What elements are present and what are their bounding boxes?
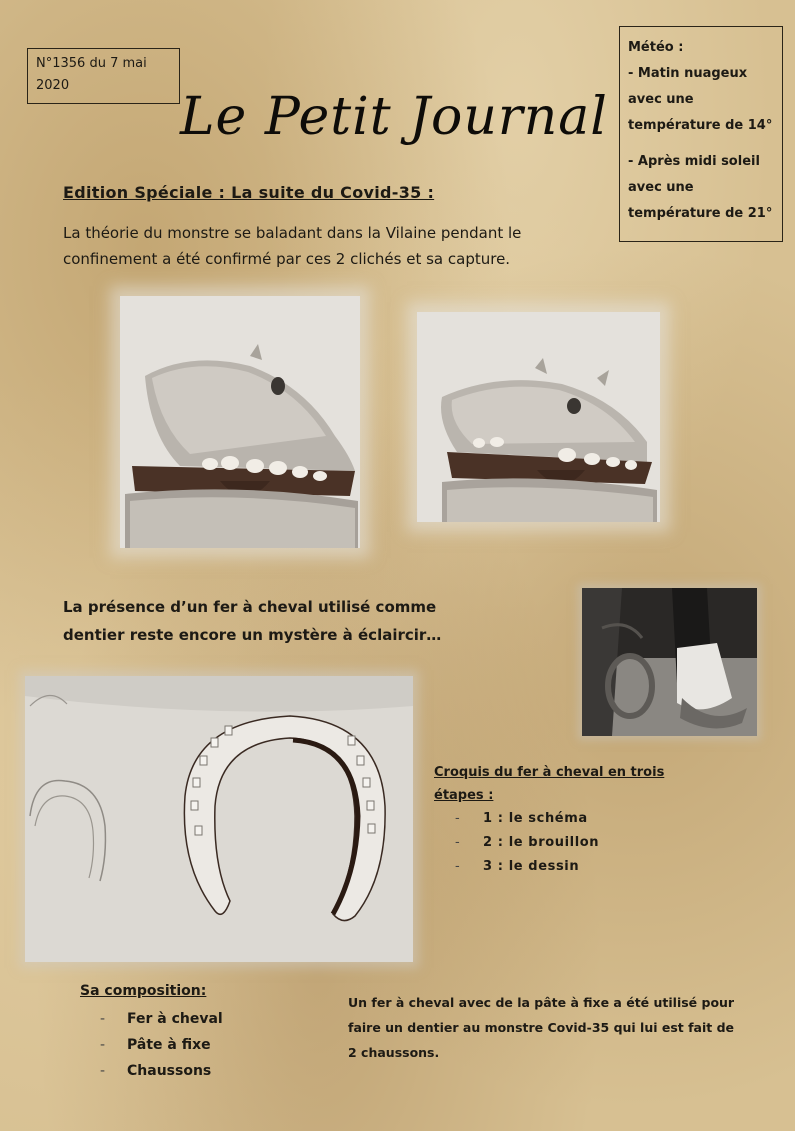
list-item: - Fer à cheval bbox=[100, 1011, 223, 1027]
weather-morning: - Matin nuageux avec une température de 14° bbox=[628, 66, 773, 133]
weather-box bbox=[619, 26, 783, 242]
weather-afternoon: - Après midi soleil avec une température de 21° bbox=[628, 154, 773, 221]
monster-photo-1 bbox=[120, 296, 360, 548]
composition-text: Un fer à cheval avec de la pâte à fixe a été utilisé pour faire un dentier au monstre Covid-35 qui lui est fait de 2 chaussons. bbox=[348, 995, 735, 1060]
list-item: - 1 : le schéma bbox=[455, 811, 588, 826]
list-item: - Pâte à fixe bbox=[100, 1037, 211, 1053]
composition-title: Sa composition: bbox=[80, 983, 207, 999]
article-intro: La théorie du monstre se baladant dans la Vilaine pendant le confinement a été confirmé par ces 2 clichés et sa capture. bbox=[63, 224, 522, 268]
issue-number: N°1356 du 7 mai 2020 bbox=[36, 56, 147, 93]
horseshoe-sketch-icon bbox=[25, 676, 413, 962]
horse-hoof-photo-icon bbox=[582, 588, 757, 736]
article-headline: Edition Spéciale : La suite du Covid-35 : bbox=[63, 183, 435, 202]
monster-photo-2 bbox=[417, 312, 660, 522]
sketch-steps-list bbox=[455, 807, 599, 879]
horseshoe-mystery-text: La présence d’un fer à cheval utilisé comme dentier reste encore un mystère à éclaircir… bbox=[63, 598, 442, 644]
slipper-monster-photo-icon bbox=[417, 312, 660, 522]
list-item: - 3 : le dessin bbox=[455, 859, 580, 874]
sketch-caption-title: Croquis du fer à cheval en trois étapes : bbox=[434, 765, 665, 803]
masthead-title: Le Petit Journal bbox=[180, 87, 608, 147]
list-item: - 2 : le brouillon bbox=[455, 835, 600, 850]
list-item: - Chaussons bbox=[100, 1063, 212, 1079]
issue-number-box bbox=[27, 48, 180, 104]
weather-heading: Météo : bbox=[628, 40, 684, 55]
horseshoe-sketch-photo bbox=[25, 676, 413, 962]
composition-list bbox=[100, 1006, 223, 1084]
horse-hoof-photo bbox=[582, 588, 757, 736]
slipper-monster-photo-icon bbox=[120, 296, 360, 548]
